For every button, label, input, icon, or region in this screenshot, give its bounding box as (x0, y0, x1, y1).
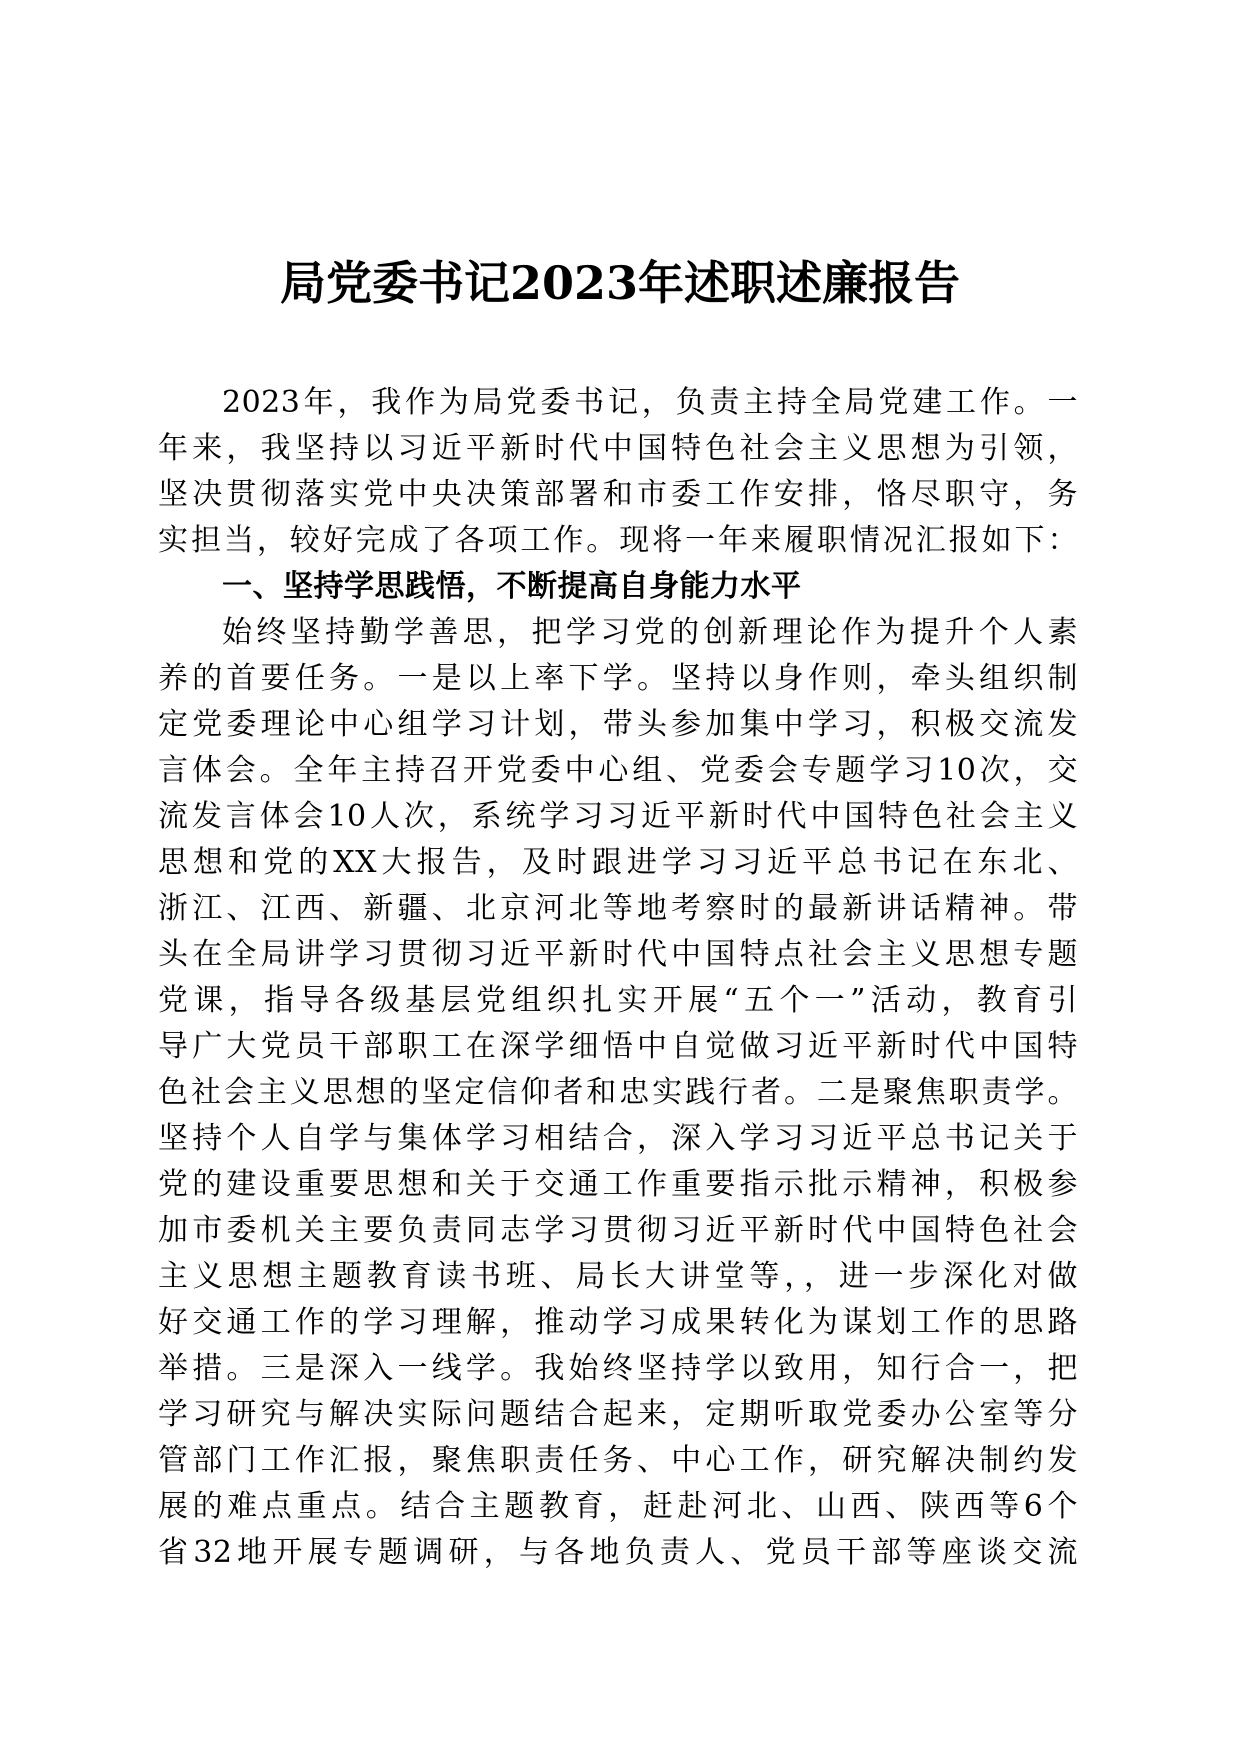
body-line-19: 加市委机关主要负责同志学习贯彻习近平新时代中国特色社会 (158, 1213, 1078, 1248)
body-line-1: 2023年，我作为局党委书记，负责主持全局党建工作。一 (222, 385, 1078, 420)
body-line-14: 党课，指导各级基层党组织扎实开展“五个一”活动，教育引 (158, 983, 1078, 1018)
body-line-23: 学习研究与解决实际问题结合起来，定期听取党委办公室等分 (158, 1397, 1078, 1432)
body-line-20: 主义思想主题教育读书班、局长大讲堂等，，进一步深化对做 (158, 1259, 1078, 1294)
section-heading-1: 一、坚持学思践悟，不断提高自身能力水平 (222, 569, 802, 604)
body-line-15: 导广大党员干部职工在深学细悟中自觉做习近平新时代中国特 (158, 1029, 1078, 1064)
body-line-12: 浙江、江西、新疆、北京河北等地考察时的最新讲话精神。带 (158, 891, 1078, 926)
body-line-13: 头在全局讲学习贯彻习近平新时代中国特点社会主义思想专题 (158, 937, 1078, 972)
body-line-24: 管部门工作汇报，聚焦职责任务、中心工作，研究解决制约发 (158, 1443, 1078, 1478)
body-line-7: 养的首要任务。一是以上率下学。坚持以身作则，牵头组织制 (158, 661, 1078, 696)
body-line-6: 始终坚持勤学善思，把学习党的创新理论作为提升个人素 (222, 615, 1078, 650)
body-line-9: 言体会。全年主持召开党委中心组、党委会专题学习10次，交 (158, 753, 1078, 788)
body-line-18: 党的建设重要思想和关于交通工作重要指示批示精神，积极参 (158, 1167, 1078, 1202)
body-line-16: 色社会主义思想的坚定信仰者和忠实践行者。二是聚焦职责学。 (158, 1075, 1078, 1110)
body-line-17: 坚持个人自学与集体学习相结合，深入学习习近平总书记关于 (158, 1121, 1078, 1156)
document-title: 局党委书记2023年述职述廉报告 (279, 256, 961, 310)
body-line-22: 举措。三是深入一线学。我始终坚持学以致用，知行合一，把 (158, 1351, 1078, 1386)
body-line-2: 年来，我坚持以习近平新时代中国特色社会主义思想为引领， (158, 431, 1078, 466)
body-line-10: 流发言体会10人次，系统学习习近平新时代中国特色社会主义 (158, 799, 1078, 834)
body-line-3: 坚决贯彻落实党中央决策部署和市委工作安排，恪尽职守，务 (158, 477, 1078, 512)
body-line-25: 展的难点重点。结合主题教育，赶赴河北、山西、陕西等6个 (158, 1489, 1078, 1524)
body-line-26: 省32地开展专题调研，与各地负责人、党员干部等座谈交流 (158, 1535, 1078, 1570)
body-line-8: 定党委理论中心组学习计划，带头参加集中学习，积极交流发 (158, 707, 1078, 742)
body-line-4: 实担当，较好完成了各项工作。现将一年来履职情况汇报如下： (158, 523, 1078, 558)
body-line-21: 好交通工作的学习理解，推动学习成果转化为谋划工作的思路 (158, 1305, 1078, 1340)
body-line-11: 思想和党的XX大报告，及时跟进学习习近平总书记在东北、 (158, 845, 1078, 880)
